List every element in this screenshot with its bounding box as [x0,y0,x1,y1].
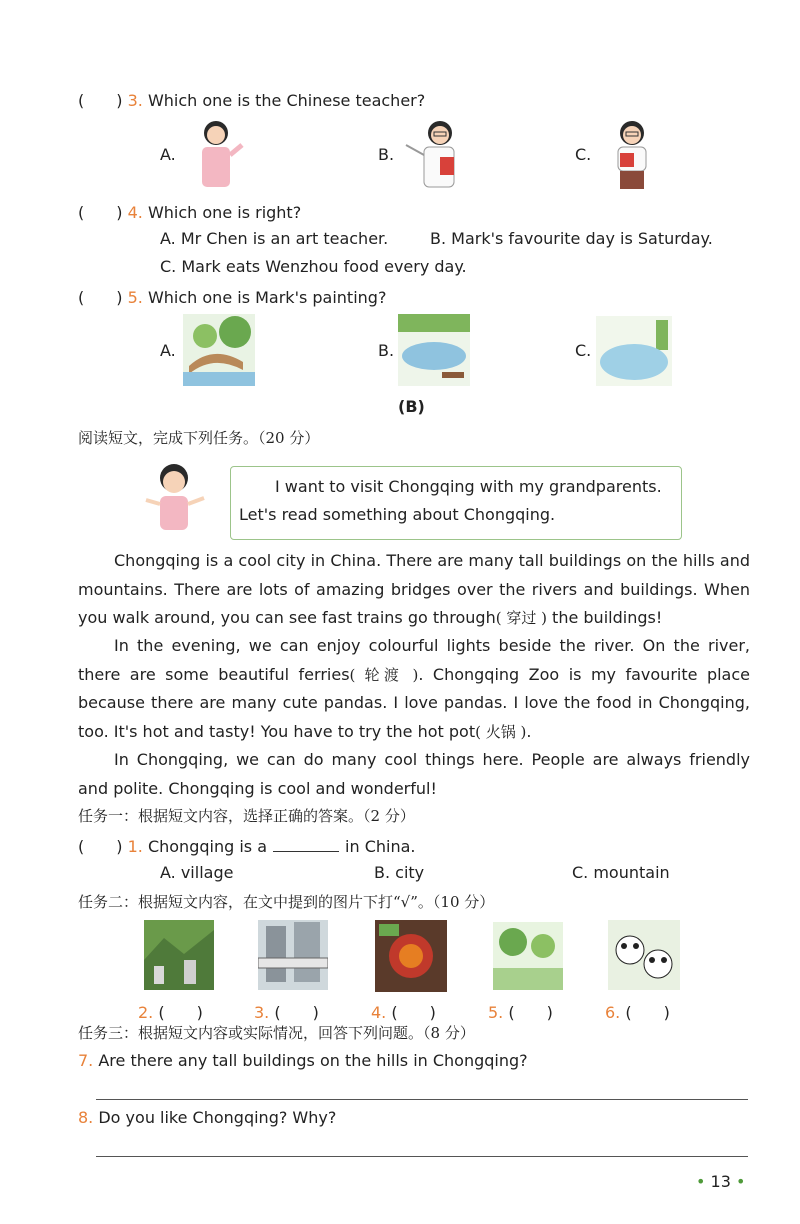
teacher-b-illustration [400,115,468,191]
teacher-a-illustration [190,115,248,191]
item-number: 2. [138,1003,154,1022]
option-b-label: B. [378,341,395,360]
answer-paren[interactable]: ( ) [274,1003,319,1022]
task3-heading: 任务三：根据短文内容或实际情况，回答下列问题。（8 分） [78,1024,475,1042]
q5-row [78,285,386,308]
speech-bubble [230,466,682,540]
item-number: 5. [488,1003,504,1022]
answer-paren[interactable]: ( ) [78,837,123,856]
answer-paren[interactable]: ( ) [391,1003,436,1022]
passage-text: . Chongqing Zoo is my favourite place because there are many cute pandas. I love pandas. I love the food in Chongqing, too. It's hot and tasty! You have to try the hot pot [78,664,750,741]
q4-option-c: C. Mark eats Wenzhou food every day. [160,257,467,276]
passage-text: the buildings! [546,608,663,627]
passage-text: Chongqing is a cool city in China. There are many tall buildings on the hills and mountains. There are lots of amazing bridges over the rivers and buildings. When you walk around, you can see fast trains go through [78,551,750,627]
park-picture [493,922,563,990]
option-c-label: C. [575,341,592,360]
page-number-text: 13 [710,1172,731,1191]
question-text: Which one is right? [147,203,302,222]
task2-answer-4[interactable] [371,1000,436,1023]
answer-paren[interactable]: ( ) [78,203,123,222]
passage-paragraph-3: In Chongqing, we can do many cool things here. People are always friendly and polite. Chongqing is cool and wonderful! [78,750,750,798]
answer-paren[interactable]: ( ) [158,1003,203,1022]
option-b-label: B. [378,145,395,164]
question-number: 1. [127,837,143,856]
question-number: 3. [127,91,143,110]
gloss: ( 轮渡 ) [349,665,419,684]
task2-answer-3[interactable] [254,1000,319,1023]
item-number: 4. [371,1003,387,1022]
task1-option-c: C. mountain [572,863,670,882]
item-number: 3. [254,1003,270,1022]
question-text: Do you like Chongqing? Why? [98,1108,337,1127]
question-number: 5. [127,288,143,307]
option-c-label: C. [575,145,592,164]
question-number: 7. [78,1051,94,1070]
speech-line-1: I want to visit Chongqing with my grandparents. [275,477,662,496]
question-text: Are there any tall buildings on the hills in Chongqing? [98,1051,528,1070]
task2-answer-5[interactable] [488,1000,553,1023]
answer-paren[interactable]: ( ) [508,1003,553,1022]
panda-picture [608,920,680,990]
task2-answer-2[interactable] [138,1000,203,1023]
passage-paragraph-1 [78,547,750,633]
task1-option-a: A. village [160,863,234,882]
gloss: ( 穿过 ) [495,609,547,627]
q4-option-a: A. Mr Chen is an art teacher. [160,229,389,248]
task1-heading: 任务一：根据短文内容，选择正确的答案。（2 分） [78,807,415,825]
train-through-building-picture [258,920,328,990]
speech-line-2: Let's read something about Chongqing. [239,505,556,524]
section-instruction: 阅读短文，完成下列任务。（20 分） [78,429,320,447]
q4-row [78,200,301,223]
boy-illustration [140,460,222,540]
option-a-label: A. [160,341,176,360]
question-number: 4. [127,203,143,222]
question-number: 8. [78,1108,94,1127]
answer-paren[interactable]: ( ) [625,1003,670,1022]
painting-b-illustration [398,314,470,386]
question-text: in China. [345,837,416,856]
q7-row [78,1051,528,1070]
answer-paren[interactable]: ( ) [78,91,123,110]
section-label: (B) [398,397,425,416]
gloss: ( 火锅 ) [475,722,527,741]
food-picture [375,920,447,992]
painting-c-illustration [596,316,672,386]
fill-blank[interactable] [273,837,339,852]
teacher-c-illustration [604,115,662,191]
question-text: Which one is the Chinese teacher? [147,91,426,110]
option-a-label: A. [160,145,176,164]
task1-question [78,834,415,857]
answer-line-8[interactable] [96,1156,748,1157]
dot-icon: • [735,1172,746,1191]
passage-text: . [526,721,532,741]
painting-a-illustration [183,314,255,386]
task2-heading: 任务二：根据短文内容，在文中提到的图片下打“√”。（10 分） [78,893,495,911]
q4-option-b: B. Mark's favourite day is Saturday. [430,229,713,248]
answer-paren[interactable]: ( ) [78,288,123,307]
page-number [696,1172,745,1191]
passage-paragraph-2 [78,632,750,746]
mountain-city-picture [144,920,214,990]
q3-row [78,88,425,111]
passage-text: In the evening, we can enjoy colourful lights beside the river. On the river, there are some beautiful ferries [78,636,750,684]
question-text: Chongqing is a [147,837,268,856]
question-text: Which one is Mark's painting? [147,288,387,307]
dot-icon: • [696,1172,706,1191]
answer-line-7[interactable] [96,1099,748,1100]
task2-answer-6[interactable] [605,1000,670,1023]
q8-row [78,1108,336,1127]
item-number: 6. [605,1003,621,1022]
task1-option-b: B. city [374,863,425,882]
